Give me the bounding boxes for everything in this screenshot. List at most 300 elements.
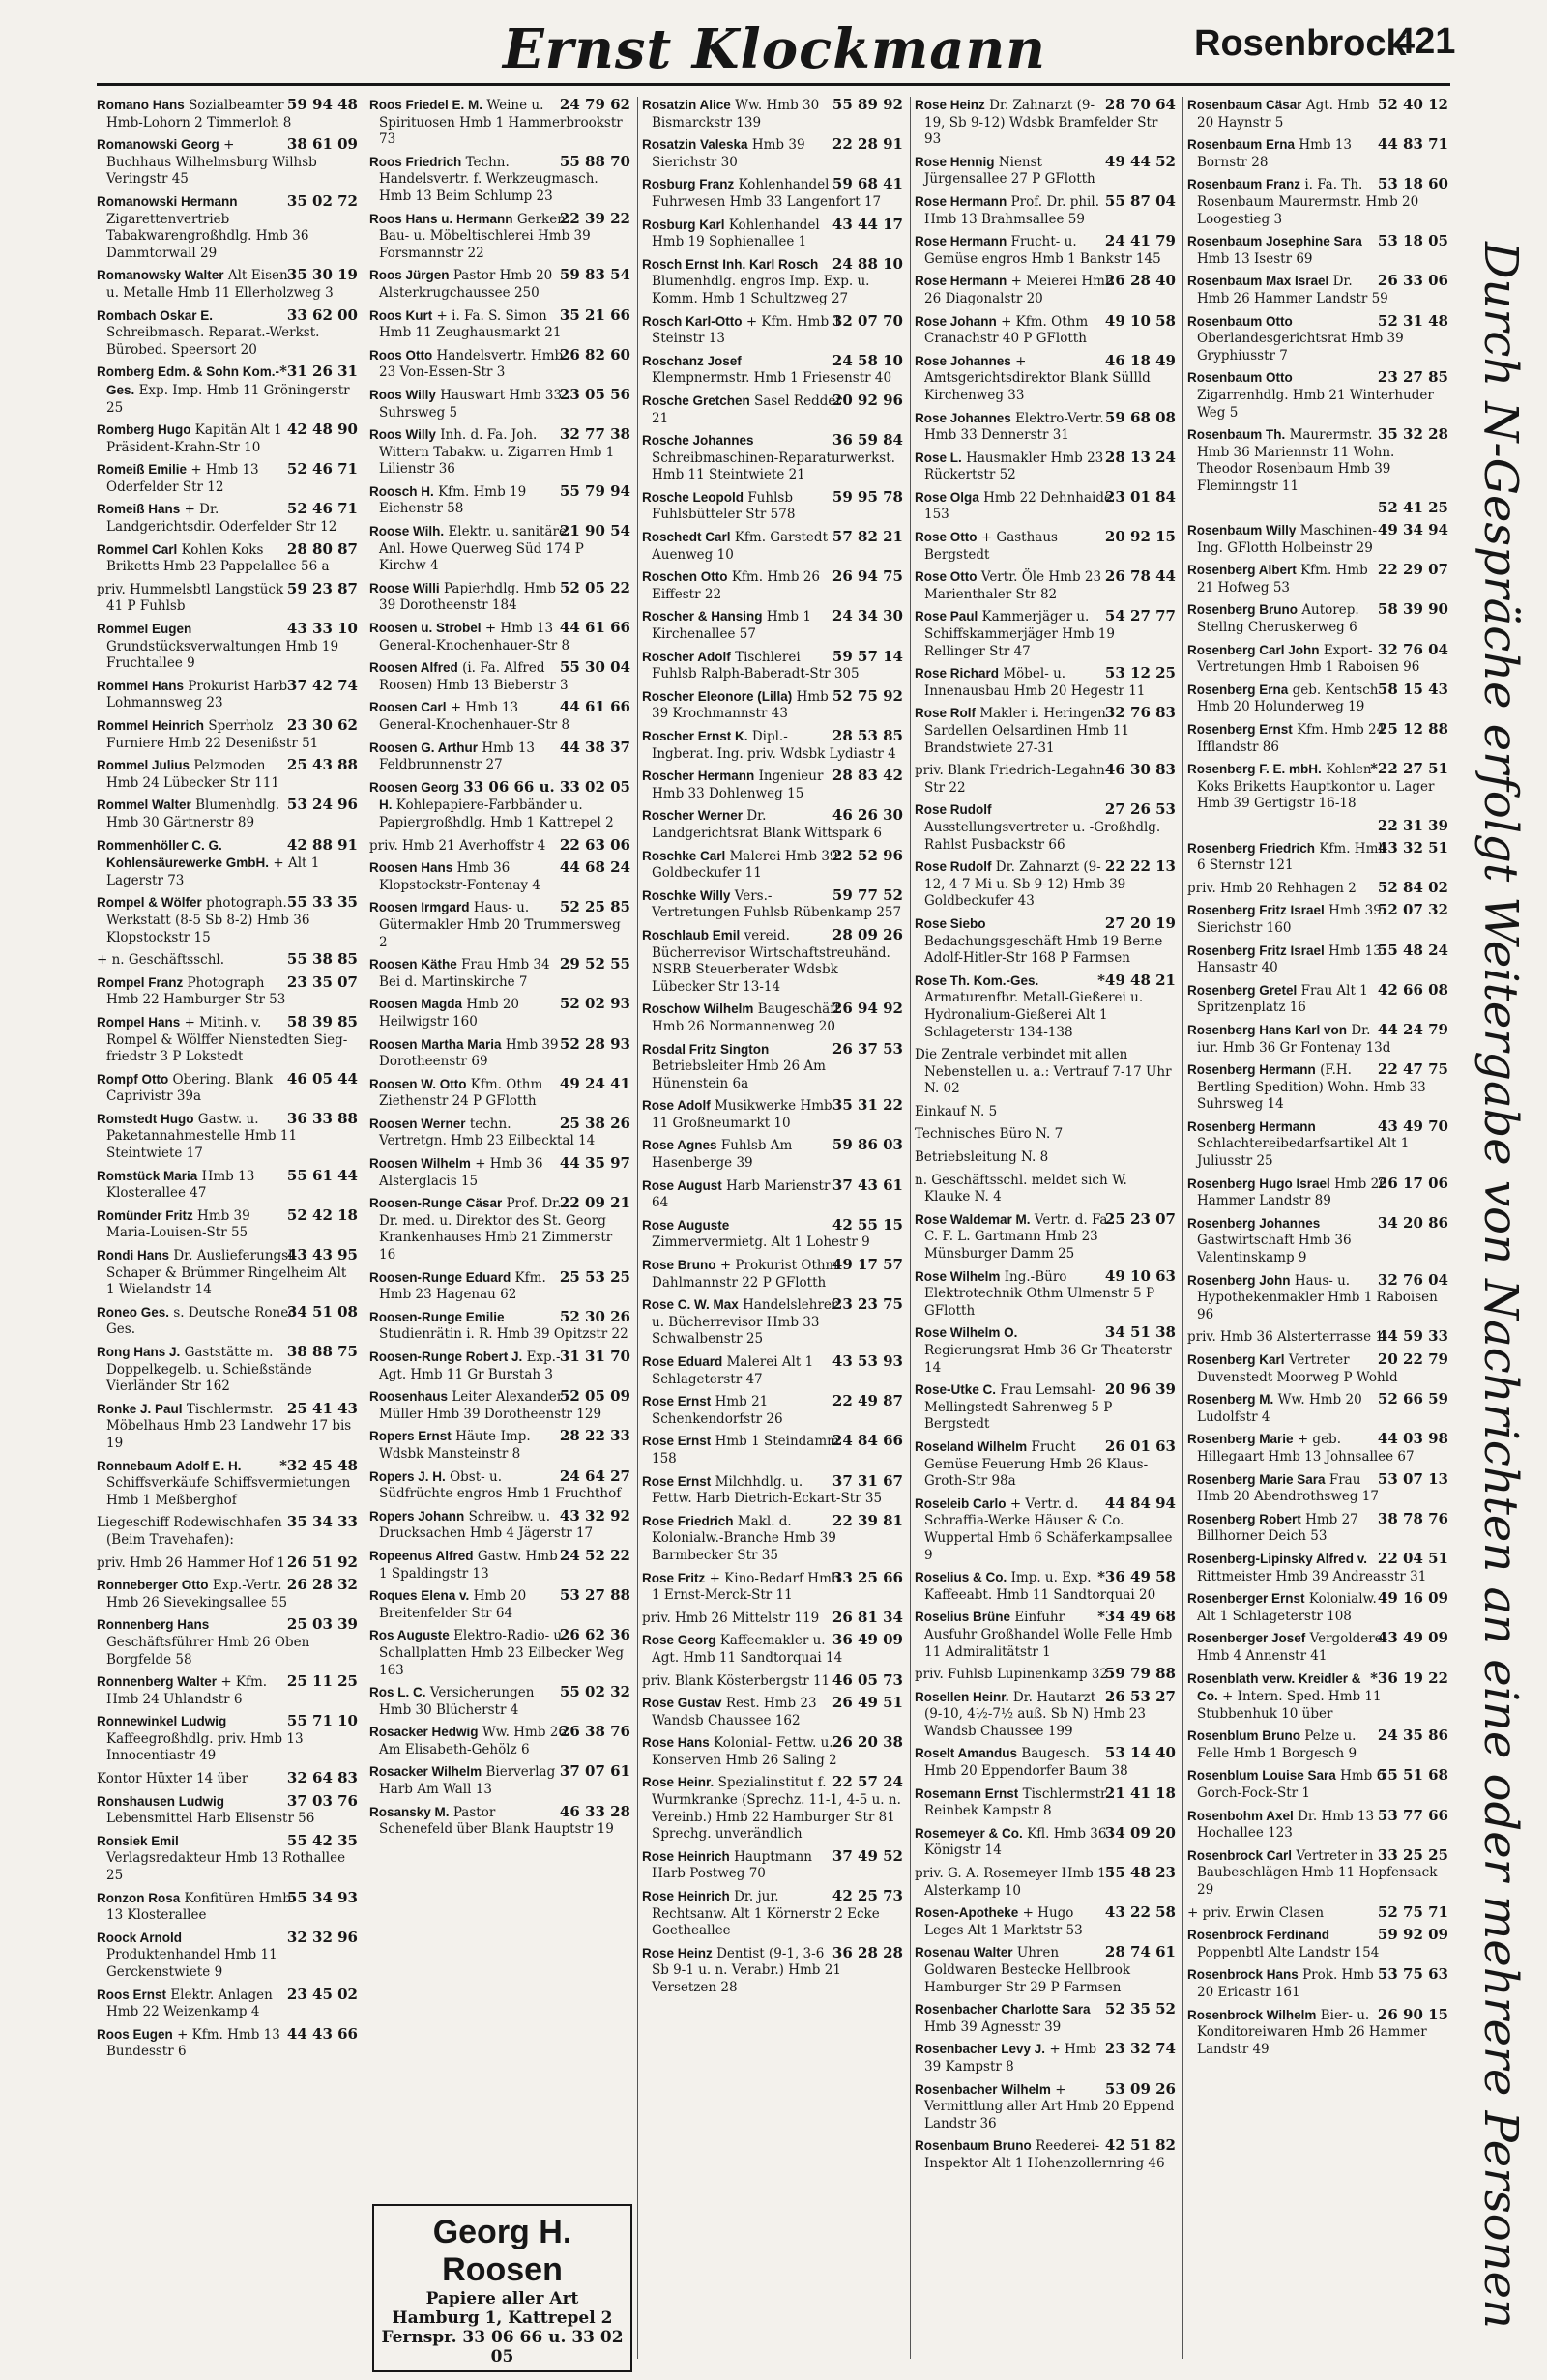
entry-phone: 26 28 32: [286, 1576, 358, 1594]
entry-phone: 59 79 88: [1104, 1665, 1176, 1683]
directory-entry: [97, 1987, 358, 2021]
directory-entry: [642, 728, 903, 763]
entry-name: Roosenhaus: [369, 1389, 449, 1405]
directory-entry: [1187, 313, 1448, 365]
directory-entry: [369, 1548, 630, 1582]
directory-entry: [1187, 1175, 1448, 1210]
entry-phone: 43 33 10: [286, 620, 358, 638]
entry-phone: 23 30 62: [286, 716, 358, 734]
directory-entry: [1187, 1511, 1448, 1546]
directory-entry: [97, 678, 358, 712]
entry-phone: 36 49 09: [832, 1631, 903, 1649]
directory-entry: [1187, 369, 1448, 421]
entry-details: Hmb 6 Gorch-Fock-Str 1: [1197, 1768, 1386, 1802]
directory-entry: [97, 974, 358, 1009]
entry-details: Hauptmann Harb Postweg 70: [652, 1848, 812, 1882]
entry-name: Rosenbrock Ferdinand: [1187, 1928, 1330, 1943]
entry-details: priv. Hmb 20 Rehhagen 2: [1187, 880, 1357, 896]
entry-details: Hmb 13 Isestr 69: [1197, 250, 1313, 267]
entry-details: Hmb 26 Hammer Landstr 89: [1197, 1175, 1387, 1209]
entry-phone: 21 90 54: [559, 522, 630, 540]
entry-details: Verlagsredakteur Hmb 13 Rothallee 25: [106, 1850, 346, 1884]
entry-phone: 34 09 20: [1104, 1823, 1176, 1842]
entry-phone: 52 66 59: [1377, 1390, 1448, 1408]
directory-entry: [915, 1148, 1176, 1167]
entry-name: Rose Richard: [915, 666, 1000, 682]
directory-entry: [1187, 1272, 1448, 1324]
entry-name: Roschanz Josef: [642, 353, 742, 368]
entry-details: + Dr. Landgerichtsdir. Oderfelder Str 12: [106, 502, 337, 536]
entry-name: Roseland Wilhelm: [915, 1438, 1028, 1454]
directory-entry: [1187, 1927, 1448, 1961]
entry-name: Rosenbaum Otto: [1187, 370, 1293, 386]
entry-details: Haus- u. Hypothekenmakler Hmb 1 Raboisen 96: [1197, 1272, 1438, 1322]
directory-entry: [369, 580, 630, 615]
entry-name: Roosch H.: [369, 483, 434, 499]
entry-details: + priv. Erwin Clasen: [1187, 1904, 1325, 1921]
entry-details: Exp.-Agt. Hmb 11 Gr Burstah 3: [379, 1350, 561, 1382]
directory-entry: [369, 1195, 630, 1263]
entry-name: Roscher Hermann: [642, 769, 755, 784]
entry-name: Romanowski Hermann: [97, 193, 238, 209]
entry-details: Versicherungen Hmb 30 Blücherstr 4: [379, 1685, 535, 1718]
entry-name: Rosenberg Johannes: [1187, 1215, 1321, 1231]
entry-phone: 44 61 66: [559, 619, 630, 637]
entry-name: Rosatzin Valeska: [642, 137, 748, 153]
directory-entry: [915, 1689, 1176, 1741]
entry-phone: 46 05 44: [286, 1069, 358, 1088]
entry-phone: 24 84 66: [832, 1432, 903, 1450]
entry-name: Rose Hermann: [915, 193, 1007, 209]
entry-name: Rommenhöller C. G. Kohlensäurewerke GmbH.: [97, 837, 270, 871]
entry-details: + Hmb 13 General-Knochenhauer-Str 8: [379, 621, 570, 653]
directory-entry: [1187, 840, 1448, 875]
directory-column-4: [915, 97, 1176, 2359]
entry-phone: 25 38 26: [559, 1114, 630, 1132]
directory-entry: [915, 2001, 1176, 2036]
entry-details: Tischlerei Fuhlsb Ralph-Baberadt-Str 305: [652, 649, 860, 682]
directory-entry: [369, 347, 630, 382]
entry-details: Dr. Auslieferungsl. Schaper & Brümmer Ringelheim Alt 1 Wielandstr 14: [106, 1248, 347, 1298]
entry-details: Sperrholz Furniere Hmb 22 Desenißstr 51: [106, 718, 319, 751]
directory-entry: [97, 581, 358, 616]
directory-entry: [642, 768, 903, 802]
entry-phone: 55 51 68: [1377, 1766, 1448, 1785]
directory-entry: [915, 1865, 1176, 1900]
entry-name: Roosen-Runge Robert J.: [369, 1350, 523, 1364]
entry-details: Oberlandesgerichtsrat Hmb 39 Gryphiusstr 7: [1197, 331, 1404, 363]
entry-name: Romberg Hugo: [97, 422, 191, 438]
entry-details: Sasel Redder 21: [652, 392, 842, 426]
directory-entry: [915, 2137, 1176, 2172]
entry-name: Rosenberg Marie Sara: [1187, 1471, 1326, 1487]
entry-phone: 53 07 13: [1377, 1469, 1448, 1488]
entry-name: Ronnenberg Walter: [97, 1674, 218, 1690]
entry-name: Roosen Alfred: [369, 660, 458, 676]
entry-details: Leiter Alexander Müller Hmb 39 Dorotheenstr 129: [379, 1389, 602, 1422]
entry-phone: 46 18 49: [1104, 351, 1176, 369]
directory-entry: [1187, 1808, 1448, 1843]
entry-name: Rosenblum Louise Sara: [1187, 1768, 1336, 1784]
directory-entry: [97, 1111, 358, 1163]
entry-name: Roos Willy: [369, 427, 436, 443]
entry-phone: 44 03 98: [1377, 1430, 1448, 1448]
directory-entry: [915, 568, 1176, 603]
entry-details: vereid. Bücherrevisor Wirtschaftstreuhänd. NSRB Steuerberater Wdsbk Lübecker Str 13-14: [652, 927, 890, 995]
entry-name: Romano Hans: [97, 98, 185, 112]
entry-details: Prokurist Harb Lohmannsweg 23: [106, 678, 288, 711]
entry-phone: 22 39 81: [832, 1511, 903, 1529]
directory-entry: [1187, 97, 1448, 131]
entry-details: Kfm. Hmb 24 Ifflandstr 86: [1197, 722, 1386, 755]
entry-phone: 44 84 94: [1104, 1494, 1176, 1512]
entry-name: Rosenberg-Lipinsky Alfred v.: [1187, 1551, 1368, 1566]
entry-name: Romeiß Emilie: [97, 462, 188, 478]
entry-details: + Vermittlung aller Art Hmb 20 Eppend Landstr 36: [924, 2081, 1175, 2132]
entry-name: Rose Th. Kom.-Ges.: [915, 972, 1039, 988]
entry-name: Roock Arnold: [97, 1930, 183, 1945]
ad-title: Georg H. Roosen: [432, 2214, 572, 2288]
entry-details: Haus- u. Gütermakler Hmb 20 Trummersweg 2: [379, 900, 621, 950]
directory-entry: [97, 1770, 358, 1788]
directory-entry: [1187, 982, 1448, 1017]
column-divider: [1182, 97, 1183, 2359]
entry-details: Ausstellungsvertreter u. -Großhdlg. Rahlst Pusbackstr 66: [924, 819, 1161, 853]
directory-entry: [915, 313, 1176, 348]
entry-phone: 23 05 56: [559, 385, 630, 403]
entry-phone: *22 27 51: [1370, 760, 1448, 778]
entry-name: Rosen-Apotheke: [915, 1905, 1019, 1921]
entry-phone: 59 95 78: [832, 487, 903, 506]
entry-details: Dr. Hmb 13 Hochallee 123: [1197, 1808, 1375, 1842]
entry-phone: 53 14 40: [1104, 1744, 1176, 1762]
entry-phone: 42 48 90: [286, 421, 358, 439]
directory-entry: [642, 529, 903, 564]
directory-entry: [915, 608, 1176, 660]
entry-phone: 58 15 43: [1377, 680, 1448, 698]
entry-name: Rosenbaum Max Israel: [1187, 274, 1329, 289]
entry-name: Roselius & Co.: [915, 1570, 1007, 1585]
entry-phone: 52 46 71: [286, 500, 358, 518]
entry-details: Imp. u. Exp. Kaffeeabt. Hmb 11 Sandtorquai 20: [924, 1570, 1156, 1603]
directory-entry: [97, 541, 358, 576]
entry-phone: 59 94 48: [286, 97, 358, 113]
directory-entry: [97, 421, 358, 456]
entry-details: Baugesch. Hmb 20 Eppendorfer Baum 38: [924, 1746, 1128, 1780]
entry-name: Rosenberg Gretel: [1187, 982, 1298, 998]
entry-name: Rosenbaum Josephine Sara: [1187, 234, 1362, 249]
entry-details: Dr. Landgerichtsrat Blank Wittspark 6: [652, 808, 882, 841]
directory-entry: [97, 136, 358, 189]
entry-phone: 59 57 14: [832, 647, 903, 665]
entry-details: Tischlermstr. Reinbek Kampstr 8: [924, 1785, 1110, 1819]
entry-details: Pelzmoden Hmb 24 Lübecker Str 111: [106, 758, 279, 791]
entry-phone: 25 11 25: [286, 1672, 358, 1691]
directory-entry: [369, 1627, 630, 1679]
directory-entry: [642, 392, 903, 427]
entry-phone: 26 51 92: [286, 1553, 358, 1571]
entry-name: Roschow Wilhelm: [642, 1001, 754, 1017]
directory-entry: [642, 1041, 903, 1093]
side-banner-text: Durch N-Gespräche erfolgt Weitergabe von Nachrichten an eine oder mehrere Personen: [1474, 242, 1528, 2329]
directory-entry: [915, 450, 1176, 484]
entry-phone: 49 24 41: [559, 1074, 630, 1092]
entry-details: Frau Hmb 34 Bei d. Martinskirche 7: [379, 957, 550, 990]
directory-entry: [1187, 1847, 1448, 1900]
entry-details: + Hugo Leges Alt 1 Marktstr 53: [924, 1905, 1083, 1938]
entry-phone: 24 52 22: [559, 1546, 630, 1564]
entry-details: Gastw. u. Paketannahmestelle Hmb 11 Steintwiete 17: [106, 1111, 298, 1162]
entry-name: Roschedt Carl: [642, 530, 731, 545]
entry-details: Kohlenhandel Fuhrwesen Hmb 33 Langenfort 17: [652, 177, 882, 210]
directory-entry: [97, 1554, 358, 1573]
directory-entry: [915, 1825, 1176, 1860]
directory-entry: [642, 256, 903, 308]
entry-name: Rose Johannes: [915, 353, 1011, 368]
entry-phone: 26 62 36: [559, 1626, 630, 1644]
entry-phone: 24 41 79: [1104, 232, 1176, 250]
entry-details: Nienst Jürgensallee 27 P GFlotth: [924, 154, 1095, 188]
entry-phone: 22 28 91: [832, 135, 903, 154]
entry-name: Rosche Gretchen: [642, 392, 750, 408]
entry-phone: 37 31 67: [832, 1471, 903, 1490]
entry-phone: 35 31 22: [832, 1096, 903, 1115]
entry-name: Rose Auguste: [642, 1217, 730, 1233]
entry-details: Dipl.-Ingberat. Ing. priv. Wdsbk Lydiastr 4: [652, 729, 896, 762]
entry-details: + Prokurist Othm Dahlmannstr 22 P GFlotth: [652, 1258, 838, 1291]
directory-entry: [642, 1848, 903, 1883]
directory-entry: [642, 176, 903, 211]
directory-entry: [369, 154, 630, 206]
directory-entry: [915, 915, 1176, 968]
entry-phone: 52 25 85: [559, 898, 630, 916]
entry-details: n. Geschäftsschl. meldet sich W. Klauke N. 4: [915, 1172, 1127, 1205]
entry-phone: 44 35 97: [559, 1154, 630, 1173]
entry-details: Gastw. Hmb 1 Spaldingstr 13: [379, 1548, 558, 1582]
directory-entry: [1187, 1590, 1448, 1625]
entry-details: priv. Blank Friedrich-Legahn-Str 22: [915, 763, 1110, 796]
entry-phone: 52 75 71: [1377, 1902, 1448, 1921]
entry-name: Roos Willy: [369, 387, 436, 402]
entry-phone: 44 24 79: [1377, 1020, 1448, 1038]
entry-phone: 22 22 13: [1104, 857, 1176, 876]
directory-entry: [369, 1269, 630, 1304]
entry-phone: 37 07 61: [559, 1762, 630, 1781]
entry-phone: 26 28 40: [1104, 272, 1176, 290]
entry-details: + Kfm. Hmb 1 Steinstr 13: [652, 313, 841, 347]
entry-details: Prof. Dr. phil. Hmb 13 Brahmsallee 59: [924, 193, 1099, 227]
directory-entry: [97, 1930, 358, 1982]
entry-phone: 22 49 87: [832, 1392, 903, 1410]
entry-details: Hmb 13 Hansastr 40: [1197, 943, 1382, 976]
entry-phone: 53 18 60: [1377, 175, 1448, 193]
entry-phone: 49 34 94: [1377, 521, 1448, 539]
entry-phone: 59 92 09: [1377, 1926, 1448, 1944]
entry-details: Liegeschiff Rodewischhafen (Beim Travehafen):: [97, 1515, 282, 1548]
entry-details: Ww. Hmb 26 Am Elisabeth-Gehölz 6: [379, 1725, 567, 1757]
entry-name: Ropers J. H.: [369, 1468, 446, 1484]
entry-name: Roose Wilh.: [369, 524, 445, 539]
entry-name: Rose Siebo: [915, 915, 986, 931]
entry-name: Rose Paul: [915, 609, 978, 624]
entry-details: Grundstücksverwaltungen Hmb 19 Fruchtallee 9: [106, 638, 339, 672]
directory-entry: [915, 1103, 1176, 1121]
entry-phone: 26 20 38: [832, 1733, 903, 1752]
directory-entry: [642, 1217, 903, 1252]
entry-details: Vertr. Öle Hmb 23 Marienthaler Str 82: [924, 569, 1102, 602]
directory-entry: [369, 523, 630, 575]
entry-name: Ropers Johann: [369, 1508, 465, 1524]
directory-entry: [1187, 1904, 1448, 1923]
entry-phone: 55 89 92: [832, 97, 903, 113]
entry-details: + Kfm. Hmb 24 Uhlandstr 6: [106, 1674, 268, 1707]
directory-entry: [642, 1001, 903, 1035]
directory-entry: [369, 1508, 630, 1543]
entry-details: Schreibmaschinen-Reparaturwerkst. Hmb 11 Steintwiete 21: [652, 450, 895, 483]
entry-name: Rosenberg Fritz Israel: [1187, 943, 1325, 958]
entry-details: Kapitän Alt 1 Präsident-Krahn-Str 10: [106, 422, 282, 455]
entry-details: Baugeschäft Hmb 26 Normannenweg 20: [652, 1001, 840, 1034]
entry-details: Kohlepapiere-Farbbänder u. Papiergroßhdlg. Hmb 1 Kattrepel 2: [379, 798, 614, 830]
directory-column-3: [642, 97, 903, 2359]
directory-entry: [915, 1745, 1176, 1780]
entry-phone: 35 34 33: [286, 1513, 358, 1531]
directory-entry: [915, 233, 1176, 268]
entry-details: Einkauf N. 5: [915, 1103, 998, 1119]
entry-details: + Hmb 36 Alsterglacis 15: [379, 1156, 543, 1189]
entry-phone: 59 68 08: [1104, 408, 1176, 426]
entry-details: Obst- u. Südfrüchte engros Hmb 1 Fruchthof: [379, 1468, 622, 1502]
directory-entry: [1187, 1551, 1448, 1585]
entry-name: Rosenbrock Carl: [1187, 1847, 1293, 1863]
directory-entry: [369, 1684, 630, 1719]
entry-phone: 26 94 92: [832, 1000, 903, 1018]
entry-details: Weine u. Spirituosen Hmb 1 Hammerbrookstr 73: [379, 98, 623, 148]
entry-phone: 59 86 03: [832, 1136, 903, 1154]
entry-details: Hmb 22 Dehnhaide 153: [924, 489, 1112, 523]
entry-phone: 22 57 24: [832, 1773, 903, 1791]
page-number: 421: [1394, 21, 1456, 62]
entry-details: Dentist (9-1, 3-6 Sb 9-1 u. n. Verabr.) Hmb 21 Versetzen 28: [652, 1945, 841, 1995]
entry-name: Roosen Martha Maria: [369, 1036, 502, 1052]
entry-phone: 25 12 88: [1377, 720, 1448, 738]
directory-entry: [1187, 1061, 1448, 1114]
entry-phone: 43 32 92: [559, 1506, 630, 1524]
directory-entry: [642, 688, 903, 723]
entry-details: Vertreter in Baubeschlägen Hmb 11 Hopfensack 29: [1197, 1847, 1438, 1899]
entry-phone: 23 23 75: [832, 1295, 903, 1314]
entry-details: Papierhdlg. Hmb 39 Dorotheenstr 184: [379, 580, 556, 614]
entry-details: Kohlen Koks Briketts Hauptkontor u. Lager Hmb 39 Gertigstr 16-18: [1197, 762, 1435, 812]
entry-details: Technisches Büro N. 7: [915, 1126, 1064, 1143]
entry-name: Rosch Karl-Otto: [642, 313, 743, 329]
entry-name: Roosen G. Arthur: [369, 740, 479, 755]
entry-details: Dr. Zahnarzt (9-12, 4-7 Mi u. Sb 9-12) Hmb 39 Goldbeckufer 43: [924, 859, 1126, 910]
entry-phone: 52 42 18: [286, 1205, 358, 1224]
entry-details: Handelslehrer u. Bücherrevisor Hmb 33 Schwalbenstr 25: [652, 1297, 838, 1348]
entry-phone: 52 30 26: [559, 1307, 630, 1325]
entry-phone: 26 82 60: [559, 345, 630, 363]
directory-entry: [642, 1097, 903, 1132]
entry-name: Rosenbaum Erna: [1187, 137, 1296, 153]
entry-name: Rose Heinz: [642, 1945, 713, 1960]
entry-phone: 26 38 76: [559, 1723, 630, 1741]
entry-phone: 43 32 51: [1377, 838, 1448, 856]
entry-name: Romanowsky Walter: [97, 268, 224, 283]
entry-name: Rosenberg Hermann: [1187, 1118, 1316, 1134]
directory-entry: [915, 1904, 1176, 1939]
directory-entry: [1187, 1966, 1448, 2001]
entry-name: Rose Hans: [642, 1735, 710, 1751]
entry-phone: 27 20 19: [1104, 914, 1176, 932]
entry-details: Hauswart Hmb 33 Suhrsweg 5: [379, 387, 563, 421]
directory-entry: [369, 1587, 630, 1622]
entry-name: Rosemeyer & Co.: [915, 1825, 1023, 1841]
directory-entry: [369, 779, 630, 832]
entry-phone: 58 39 85: [286, 1012, 358, 1030]
entry-name: Ros Auguste: [369, 1628, 450, 1643]
entry-name: Rose Heinrich: [642, 1848, 730, 1864]
directory-entry: [915, 858, 1176, 911]
entry-phone: 55 87 04: [1104, 191, 1176, 210]
directory-entry: [97, 1514, 358, 1549]
entry-details: Kfm. Hmb 23 Hagenau 62: [379, 1269, 546, 1303]
entry-details: photograph. Werkstatt (8-5 Sb 8-2) Hmb 36 Klopstockstr 15: [106, 895, 310, 945]
directory-entry: [915, 665, 1176, 700]
entry-name: Rompf Otto: [97, 1071, 169, 1087]
entry-details: Kfm. Hmb 21 Hofweg 53: [1197, 563, 1368, 595]
entry-phone: 46 30 83: [1104, 761, 1176, 779]
directory-entry: [642, 1257, 903, 1292]
entry-details: Reederei-Inspektor Alt 1 Hohenzollernring 46: [924, 2138, 1165, 2171]
entry-phone: 59 83 54: [559, 266, 630, 284]
entry-details: Hmb 20 Heilwigstr 160: [379, 997, 519, 1030]
directory-entry: [369, 1763, 630, 1798]
directory-entry: [97, 837, 358, 890]
entry-phone: 26 53 27: [1104, 1687, 1176, 1705]
entry-phone: 32 32 96: [286, 1928, 358, 1946]
entry-name: Rosenberg Ernst: [1187, 722, 1293, 737]
entry-name: Ronneberger Otto: [97, 1578, 209, 1593]
entry-details: Kohlenhandel Hmb 19 Sophienallee 1: [652, 217, 820, 250]
entry-name: Rosch Ernst Inh. Karl Rosch: [642, 256, 819, 272]
directory-entry: [369, 483, 630, 518]
entry-details: Frau Alt 1 Spritzenplatz 16: [1197, 982, 1368, 1016]
entry-phone: 26 94 75: [832, 567, 903, 586]
directory-entry: [369, 956, 630, 991]
directory-entry: [1187, 601, 1448, 636]
entry-details: Frucht Gemüse Feuerung Hmb 26 Klaus-Groth-Str 98a: [924, 1438, 1149, 1490]
entry-phone: 32 76 04: [1377, 640, 1448, 658]
entry-name: Ronnenberg Hans: [97, 1617, 210, 1633]
entry-phone: 38 61 09: [286, 135, 358, 154]
entry-phone: 55 71 10: [286, 1712, 358, 1730]
entry-phone: 26 78 44: [1104, 567, 1176, 586]
page-keyword: Rosenbrock: [1194, 23, 1407, 64]
directory-entry: [915, 154, 1176, 189]
directory-entry: [642, 432, 903, 484]
entry-details: Betriebsleitung N. 8: [915, 1149, 1049, 1166]
directory-entry: [369, 1804, 630, 1839]
entry-phone: *36 19 22: [1370, 1669, 1448, 1687]
entry-phone: 32 77 38: [559, 425, 630, 444]
entry-phone: 55 38 85: [286, 950, 358, 969]
entry-name: Roschke Carl: [642, 848, 726, 863]
entry-details: + Meierei Hmb 26 Diagonalstr 20: [924, 274, 1114, 306]
entry-phone: 28 09 26: [832, 925, 903, 943]
directory-entry: [1187, 1328, 1448, 1347]
directory-entry: [97, 2026, 358, 2061]
